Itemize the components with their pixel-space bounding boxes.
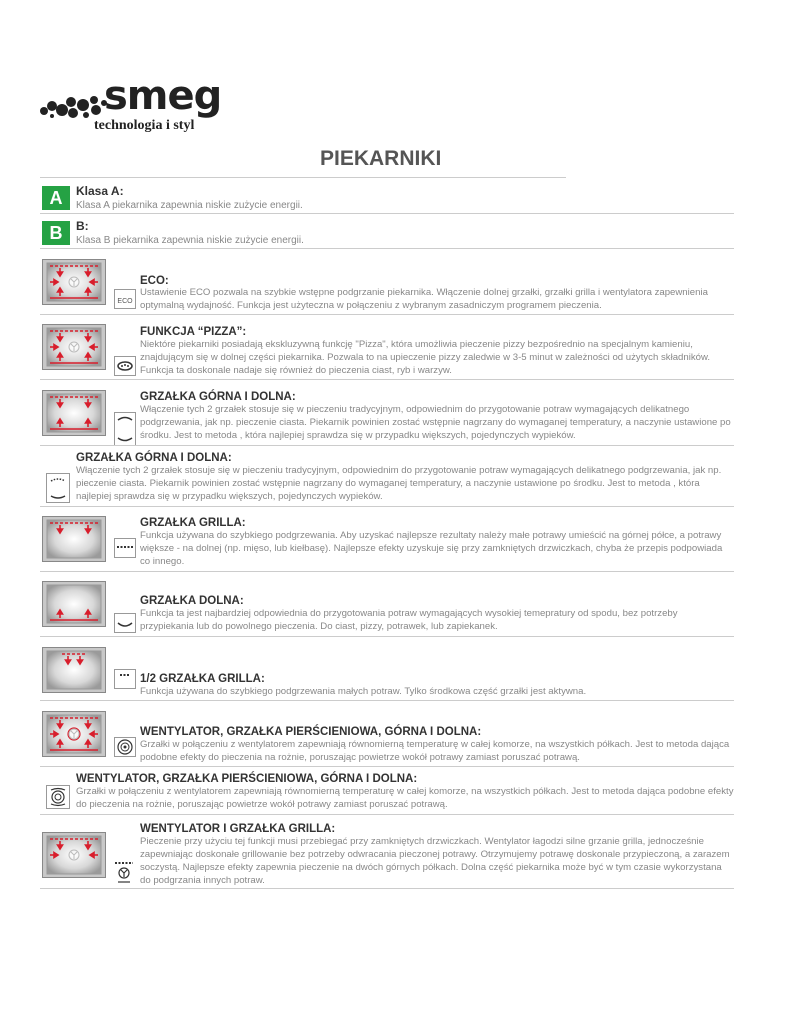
divider (40, 445, 734, 446)
class-b-text: Klasa B piekarnika zapewnia niskie zużycie energii. (76, 235, 304, 246)
section-heading: 1/2 GRZAŁKA GRILLA: (140, 673, 265, 685)
section-text: Funkcja używana do szybkiego podgrzewania. Aby uzyskać najlepsze rezultaty należy małe potrawy umieścić na górnej półce, a potrawy większe - na dolnej (np. mięso, lub kiełbasę). Najlepsze efekty uzyskuje się przy zamkniętych drzwiczkach, chyba że przepis podpowiada co innego. (140, 530, 723, 567)
oven-heat-diagram-icon (42, 711, 106, 757)
section-heading: GRZAŁKA GRILLA: (140, 517, 246, 529)
half-grill-icon (114, 669, 136, 689)
section-heading: WENTYLATOR I GRZAŁKA GRILLA: (140, 823, 336, 835)
grill-icon (114, 538, 136, 558)
oven-heat-diagram-icon (42, 259, 106, 305)
section-heading: WENTYLATOR, GRZAŁKA PIERŚCIENIOWA, GÓRNA I DOLNA: (76, 773, 418, 785)
eco-symbol-icon (114, 289, 136, 309)
top-bottom-heat-icon (114, 412, 136, 446)
section-heading: GRZAŁKA GÓRNA I DOLNA: (76, 452, 232, 464)
section-heading: WENTYLATOR, GRZAŁKA PIERŚCIENIOWA, GÓRNA I DOLNA: (140, 726, 482, 738)
fan-ring-heat-icon (114, 737, 136, 757)
section-half-grill (40, 643, 734, 701)
oven-heat-diagram-icon (42, 516, 106, 562)
divider (40, 248, 734, 249)
section-heading: ECO: (140, 275, 169, 287)
logo-dots-icon (40, 94, 108, 118)
section-fan-grill (40, 820, 734, 890)
section-top-grill-bottom-heat (40, 451, 734, 507)
oven-heat-diagram-icon (42, 647, 106, 693)
bottom-heat-icon (114, 613, 136, 633)
smeg-logo (40, 73, 240, 136)
oven-heat-diagram-icon (42, 324, 106, 370)
divider (40, 314, 734, 315)
section-bottom-heat (40, 577, 734, 637)
section-text: Ustawienie ECO pozwala na szybkie wstępne podgrzanie piekarnika. Włączenie dolnej grzałki, grzałki grilla i wentylatora zapewnienia optymalną wydajność. Funkcja jest użyteczna w połączeniu z wybranym zasadniczym programem pieczenia. (140, 287, 708, 311)
top-grill-bottom-heat-icon (46, 473, 70, 503)
class-a-heading: Klasa A: (76, 184, 124, 198)
section-heading: FUNKCJA “PIZZA”: (140, 326, 247, 338)
class-b-heading: B: (76, 219, 89, 233)
section-text: Funkcja używana do szybkiego podgrzewania małych potraw. Tylko środkowa część grzałki jest aktywna. (140, 686, 587, 697)
section-fan-ring-heat (40, 707, 734, 767)
brand-tagline: technologia i styl (94, 118, 195, 133)
divider (40, 814, 734, 815)
oven-heat-diagram-icon (42, 390, 106, 436)
title-divider (40, 177, 566, 178)
divider (40, 700, 734, 701)
eco-symbol-label: ECO (117, 298, 133, 305)
page-title: PIEKARNIKI (320, 147, 442, 170)
divider (40, 888, 734, 889)
section-text: Grzałki w połączeniu z wentylatorem zapewniają równomierną temperaturę w całej komorze, na wszystkich półkach. Jest to metoda dająca podobne efekty do pieczenia na rożnie, poruszając powietrze wokół potrawy zamiast poruszać potrawą. (76, 786, 734, 810)
section-grill (40, 512, 734, 572)
section-text: Grzałki w połączeniu z wentylatorem zapewniają równomierną temperaturę w całej komorze, na wszystkich półkach. Jest to metoda dająca podobne efekty do pieczenia na rożnie, poruszając powietrze wokół potrawy zamiast poruszać potrawą. (140, 739, 730, 763)
section-text: Niektóre piekarniki posiadają ekskluzywną funkcję "Pizza", która umożliwia pieczenie pizzy bezpośrednio na specjalnym kamieniu, znajdującym się w dolnej części piekarnika. Pozwala to na upieczenie pizzy zaledwie w 3-5 minut w zależności od użytych składników. Funkcja ta doskonale nadaje się również do pieczenia ciast, ryb i warzyw. (140, 339, 711, 376)
section-pizza (40, 320, 734, 380)
section-text: Włączenie tych 2 grzałek stosuje się w pieczeniu tradycyjnym, odpowiednim do przygotowanie potraw wymagających delikatnego podgrzewania, jak np. pieczenie ciasta. Piekarnik powinien zostać wstępnie nagrzany do wymaganej temperatury, a naczynie ustawione po środku. Jest to metoda , która najlepiej sprawdza się w przypadku większych, pojedynczych wypieków. (140, 404, 731, 441)
fan-ring-top-bottom-icon (46, 785, 70, 809)
energy-class-b (40, 219, 734, 249)
energy-class-a (40, 184, 734, 214)
class-a-badge: A (42, 186, 70, 210)
divider (40, 636, 734, 637)
brand-name: smeg (104, 73, 222, 119)
divider (40, 766, 734, 767)
class-a-text: Klasa A piekarnika zapewnia niskie zużycie energii. (76, 200, 303, 211)
section-text: Włączenie tych 2 grzałek stosuje się w pieczeniu tradycyjnym, odpowiednim do przygotowanie potraw wymagających delikatnego podgrzewania, jak np. pieczenie ciasta. Piekarnik powinien zostać wstępnie nagrzany do wymaganej temperatury, a naczynie ustawione po środku. Jest to metoda , która najlepiej sprawdza się w przypadku większych, pojedynczych wypieków. (76, 465, 722, 502)
divider (40, 213, 734, 214)
fan-grill-icon (112, 858, 136, 884)
section-heading: GRZAŁKA GÓRNA I DOLNA: (140, 391, 296, 403)
divider (40, 506, 734, 507)
pizza-symbol-icon (114, 356, 136, 376)
section-text: Funkcja ta jest najbardziej odpowiednia do przygotowania potraw wymagających wysokiej temepratury od spodu, bez potrzeby przypiekania lub do powolnego pieczenia. Do ciast, pizzy, potrawek, lub zapiekanek. (140, 608, 678, 632)
oven-heat-diagram-icon (42, 581, 106, 627)
section-heading: GRZAŁKA DOLNA: (140, 595, 244, 607)
section-fan-ring-top-bottom (40, 771, 734, 815)
section-text: Pieczenie przy użyciu tej funkcji musi przebiegać przy zamkniętych drzwiczkach. Wentylator łagodzi silne grzanie grilla, jednocześnie zapewniając doskonałe grillowanie bez potrzeby odwracania pieczonej potrawy. Otrzymujemy potrawę doskonale przypieczoną, a zarazem soczystą. Najlepsze efekty zapewnia pieczenie na dwóch górnych półkach. Dolna część piekarnika może być w tym czasie wykorzystana do podgrzania innych potraw. (140, 836, 730, 886)
divider (40, 571, 734, 572)
section-top-bottom-heat (40, 386, 734, 446)
oven-heat-diagram-icon (42, 832, 106, 878)
class-b-badge: B (42, 221, 70, 245)
divider (40, 379, 734, 380)
section-eco (40, 255, 734, 315)
